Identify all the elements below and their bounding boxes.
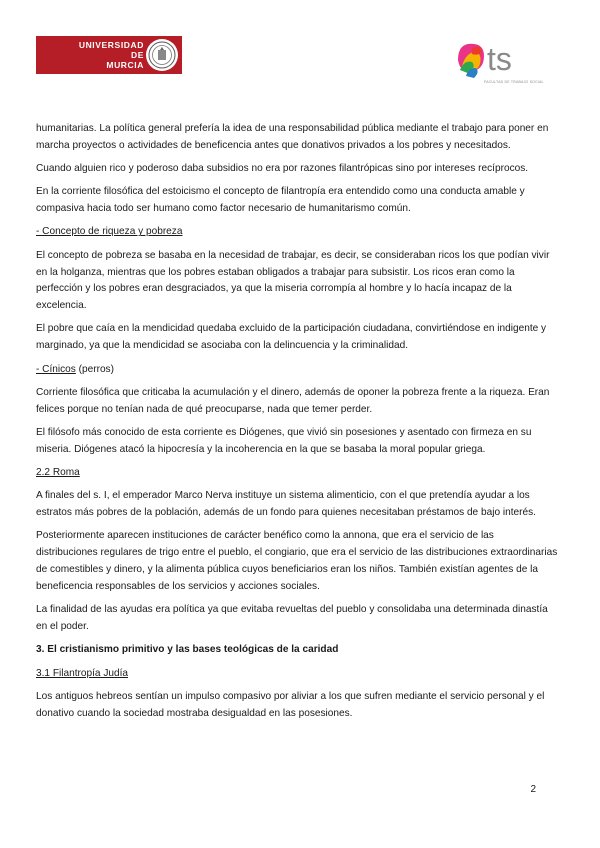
heading-cinicos xyxy=(36,362,558,379)
paragraph-humanitarias: humanitarias. La política general prefería la idea de una responsabilidad pública mediante el trabajo para poner en marcha proyectos o actividades de beneficencia antes que donativos privados a los pobres y necesitados. xyxy=(36,123,549,151)
paragraph-mendicidad: El pobre que caía en la mendicidad quedaba excluido de la participación ciudadana, convirtiéndose en indigente y marginado, ya que la mendicidad se asociaba con la delincuencia y la criminalidad. xyxy=(36,323,547,352)
university-of-murcia-logo xyxy=(36,36,182,74)
heading-cristianismo: 3. El cristianismo primitivo y las bases teológicas de la caridad xyxy=(36,644,339,656)
university-name-line2: MURCIA xyxy=(106,60,144,70)
paragraph-hebreos: Los antiguos hebreos sentían un impulso compasivo por aliviar a los que sufren mediante el servicio personal y el donativo cuando la sociedad mostraba desigualdad en las posesiones. xyxy=(36,690,545,719)
heading-roma-text: 2.2 Roma xyxy=(36,467,80,479)
page-header xyxy=(36,36,564,88)
heading-riqueza-text: - Concepto de riqueza y pobreza xyxy=(36,226,183,238)
paragraph-nerva: A finales del s. I, el emperador Marco Nerva instituye un sistema alimenticio, con el que pretendía ayudar a los estratos más pobres de la población, además de un fondo para quienes necesitaban préstamos de bajo interés. xyxy=(36,490,536,519)
paragraph-annona: Posteriormente aparecen instituciones de carácter benéfico como la annona, que era el servicio de las distribuciones regulares de trigo entre el pueblo, el congiario, que era el servicio de las distribuciones extraordinarias de comestibles y dinero, y la alimenta pública cuyos beneficiarios eran los niños. También existían agentes de la beneficencia responsables de los servicios y acciones sociales. xyxy=(36,530,558,592)
paragraph-corriente-cinica: Corriente filosófica que criticaba la acumulación y el dinero, además de oponer la pobreza frente a la riqueza. Eran felices porque no tenían nada de qué preocuparse, nada que temer perder. xyxy=(36,386,550,415)
document-body xyxy=(36,121,558,729)
paragraph-diogenes: El filósofo más conocido de esta corriente es Diógenes, que vivió sin posesiones y asentado con firmeza en su miseria. Diógenes atacó la hipocresía y la incoherencia en la que se basaba la moral popular griega. xyxy=(36,426,532,455)
heading-cinicos-text: - Cínicos xyxy=(36,363,76,375)
paragraph-finalidad: La finalidad de las ayudas era política ya que evitaba revueltas del pueblo y consolidaba una determinada dinastía en el poder. xyxy=(36,604,548,632)
paragraph-estoicismo: En la corriente filosófica del estoicismo el concepto de filantropía era entendido como una conducta amable y compasiva hacia todo ser humano como factor necesario de humanitarismo común. xyxy=(36,186,525,215)
trabajo-social-logo xyxy=(454,36,544,88)
heading-cinicos-suffix: (perros) xyxy=(75,363,114,375)
ts-letters: ts xyxy=(487,41,512,77)
paragraph-pobreza: El concepto de pobreza se basaba en la necesidad de trabajar, es decir, se consideraban ricos los que podían vivir en la holganza, mientras que los pobres estaban obligados a trabajar para subsistir. Los ricos eran como la perfección y los pobres eran desgraciados, ya que la miseria corrompía al hombre y lo hacía incapaz de la excelencia. xyxy=(36,249,550,312)
heading-roma xyxy=(36,465,558,482)
paragraph-subsidios: Cuando alguien rico y poderoso daba subsidios no era por razones filantrópicas sino por intereses recíprocos. xyxy=(36,163,529,175)
university-logo-text xyxy=(66,40,144,70)
page-number: 2 xyxy=(530,784,536,795)
heading-filantropia-judia xyxy=(36,666,558,683)
heading-riqueza-pobreza xyxy=(36,224,558,241)
heading-judia-text: 3.1 Filantropía Judía xyxy=(36,667,129,679)
ts-caption: FACULTAD DE TRABAJO SOCIAL xyxy=(484,80,544,84)
university-name-line1: UNIVERSIDAD DE xyxy=(78,40,144,60)
university-seal-icon xyxy=(146,39,178,71)
